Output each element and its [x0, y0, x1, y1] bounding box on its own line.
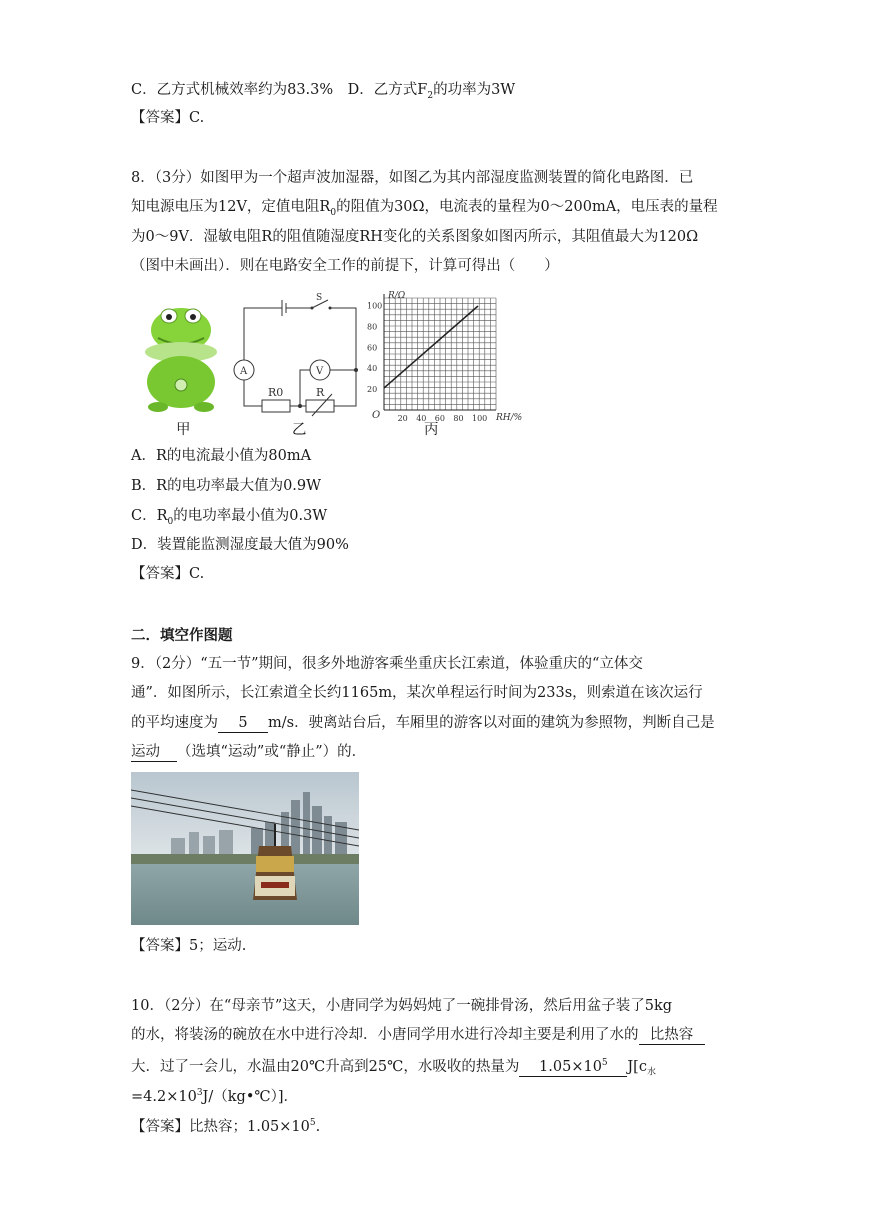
switch-label: S	[316, 293, 323, 303]
q8-stem-line3: 为0～9V．湿敏电阻R的阻值随湿度RH变化的关系图象如图丙所示，其阻值最大为120Ω	[131, 229, 699, 245]
q10-answer: 【答案】比热容；$1.05\times 10^5$.	[131, 1118, 321, 1135]
figure-label-yi: 乙	[292, 422, 307, 438]
y-tick-label: 60	[367, 343, 378, 353]
x-tick-label: 100	[472, 414, 488, 423]
q9-stem-line1: 9．（2分）“五一节”期间，很多外地游客乘坐重庆长江索道，体验重庆的“立体交	[131, 656, 643, 672]
r0-label: R0	[268, 386, 284, 399]
x-tick-label: 80	[453, 414, 464, 423]
q9-stem-line4: 运动 （选填“运动”或“静止”）的．	[131, 744, 367, 760]
graph-xlabel: RH/%	[496, 413, 523, 423]
q7-answer: 【答案】C.	[131, 110, 205, 126]
graph-ylabel: R/Ω	[388, 291, 406, 301]
r-label: R	[316, 386, 325, 399]
q8-option-a: A．R的电流最小值为80mA	[131, 448, 312, 464]
q9-blank-motion: 运动	[131, 743, 177, 762]
q8-stem-line4: （图中未画出）．则在电路安全工作的前提下，计算可得出（ ）	[131, 258, 559, 274]
q10-stem-line1: 10．（2分）在“母亲节”这天，小唐同学为妈妈炖了一碗排骨汤，然后用盆子装了5kg	[131, 998, 673, 1014]
y-tick-label: 100	[367, 301, 383, 311]
voltmeter-label: V	[316, 366, 324, 377]
y-tick-label: 40	[367, 364, 378, 374]
r-rh-line	[384, 306, 478, 388]
q9-blank-speed: 5	[218, 714, 268, 733]
ammeter-label: A	[240, 366, 248, 377]
q8-answer: 【答案】C.	[131, 566, 205, 582]
figure-label-bing: 丙	[424, 422, 439, 438]
humidifier-photo	[136, 300, 226, 416]
q7-options-cd: C．乙方式机械效率约为83.3% D．乙方式$F_2$的功率为3W	[131, 82, 516, 101]
q8-stem-line1: 8．（3分）如图甲为一个超声波加湿器，如图乙为其内部湿度监测装置的简化电路图．已	[131, 170, 694, 186]
y-tick-label: 20	[367, 385, 378, 395]
cable-car-photo	[131, 772, 359, 925]
resistance-humidity-graph	[366, 290, 528, 436]
x-tick-label: 60	[434, 414, 445, 423]
circuit-diagram	[232, 288, 364, 436]
q9-answer: 【答案】5；运动.	[131, 938, 247, 954]
figure-label-jia: 甲	[176, 422, 191, 438]
graph-origin: O	[372, 410, 381, 421]
x-tick-label: 40	[416, 414, 427, 423]
q8-option-d: D．装置能监测湿度最大值为90%	[131, 537, 349, 553]
q10-blank-heat-capacity: 比热容	[639, 1026, 705, 1045]
q8-option-c: C．$R_0$的电功率最小值为0.3W	[131, 508, 328, 527]
q9-stem-line3: 的平均速度为 5 m/s．驶离站台后，车厢里的游客以对面的建筑为参照物，判断自己是	[131, 715, 715, 731]
q10-stem-line4: $=4.2\times 10^3J/(kg•℃)$]．	[131, 1088, 298, 1105]
q8-stem-line2: 知电源电压为12V，定值电阻$R_0$的阻值为30Ω，电流表的量程为0～200mA，电压表的量程	[131, 199, 718, 218]
q10-stem-line3: 大．过了一会儿，水温由20℃升高到25℃，水吸收的热量为 $1.05\times 10^5$ $J[c_水$	[131, 1054, 656, 1083]
y-tick-label: 80	[367, 322, 378, 332]
q10-stem-line2: 的水，将装汤的碗放在水中进行冷却．小唐同学用水进行冷却主要是利用了水的 比热容	[131, 1025, 705, 1045]
q9-stem-line2: 通”．如图所示，长江索道全长约1165m，某次单程运行时间为233s，则索道在该次运行	[131, 685, 703, 701]
q8-option-b: B．R的电功率最大值为0.9W	[131, 478, 322, 494]
section-title: 二．填空作图题	[131, 628, 233, 644]
q10-blank-heat: $1.05\times 10^5$	[519, 1054, 627, 1077]
x-tick-label: 20	[397, 414, 408, 423]
